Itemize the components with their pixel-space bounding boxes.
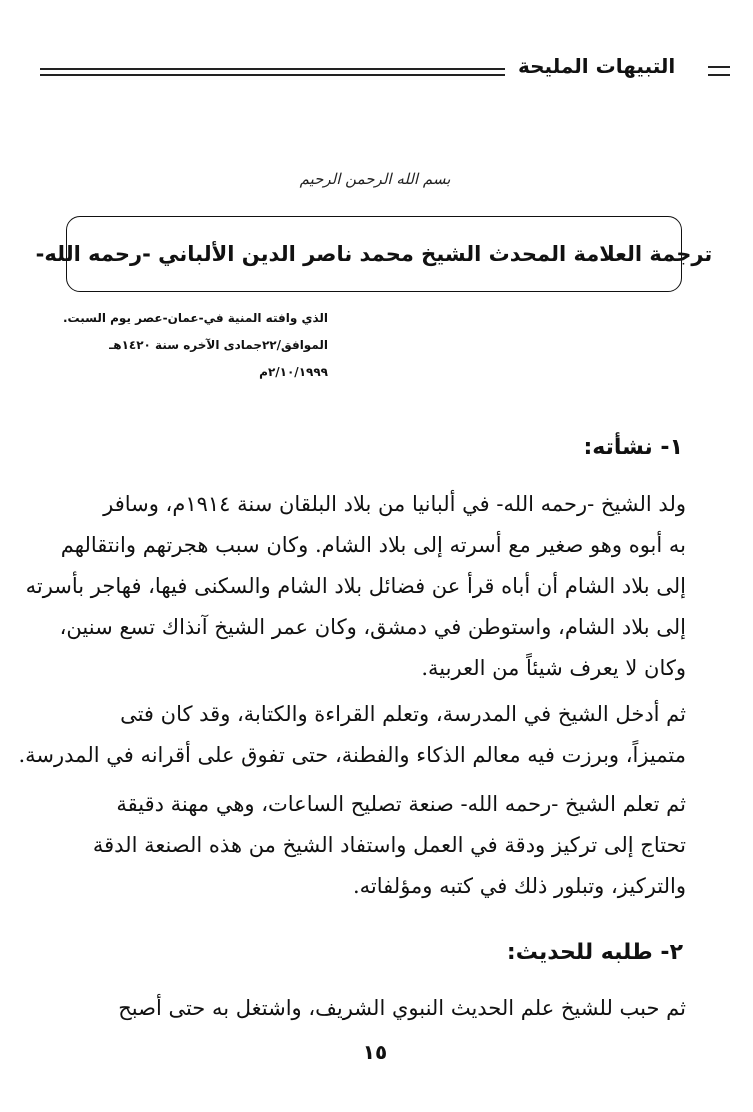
- text-line: متميزاً، وبرزت فيه معالم الذكاء والفطنة، حتى تفوق على أقرانه في المدرسة.: [18, 743, 686, 767]
- text-line: به أبوه وهو صغير مع أسرته إلى بلاد الشام. وكان سبب هجرتهم وانتقالهم: [60, 533, 686, 557]
- running-header: [40, 56, 730, 86]
- text-line: ولد الشيخ -رحمه الله- في ألبانيا من بلاد البلقان سنة ١٩١٤م، وسافر: [103, 492, 686, 516]
- title-box: [35, 216, 713, 292]
- death-info: [62, 305, 328, 386]
- paragraph: [25, 484, 686, 689]
- death-info-line: ٢/١٠/١٩٩٩م: [259, 365, 328, 379]
- text-line: والتركيز، وتبلور ذلك في كتبه ومؤلفاته.: [353, 874, 686, 898]
- basmala: بسم الله الرحمن الرحيم: [299, 170, 451, 188]
- section-heading: ٢- طلبه للحديث:: [506, 940, 683, 965]
- header-double-rule: [708, 66, 730, 76]
- text-line: إلى بلاد الشام أن أباه قرأ عن فضائل بلاد الشام والسكنى فيها، فهاجر بأسرته: [25, 574, 686, 598]
- text-line: ثم أدخل الشيخ في المدرسة، وتعلم القراءة والكتابة، وقد كان فتى: [120, 702, 686, 726]
- header-rule: [40, 74, 505, 76]
- running-header-title: التبيهات المليحة: [518, 54, 676, 78]
- text-line: تحتاج إلى تركيز ودقة في العمل واستفاد الشيخ من هذه الصنعة الدقة: [92, 833, 686, 857]
- paragraph: [68, 784, 686, 907]
- text-line: ثم تعلم الشيخ -رحمه الله- صنعة تصليح الساعات، وهي مهنة دقيقة: [116, 792, 686, 816]
- page-number: ١٥: [362, 1040, 388, 1064]
- text-line: إلى بلاد الشام، واستوطن في دمشق، وكان عمر الشيخ آنذاك تسع سنين،: [59, 615, 686, 639]
- paragraph: [68, 988, 686, 1029]
- paragraph: [18, 694, 686, 776]
- text-line: ثم حبب للشيخ علم الحديث النبوي الشريف، واشتغل به حتى أصبح: [118, 996, 686, 1020]
- section-heading: ١- نشأته:: [583, 435, 683, 460]
- death-info-line: الذي وافته المنية في-عمان-عصر يوم السبت.: [62, 311, 328, 325]
- header-rule: [40, 68, 505, 70]
- text-line: وكان لا يعرف شيئاً من العربية.: [421, 656, 686, 680]
- death-info-line: الموافق/٢٢جمادى الآخره سنة ١٤٢٠هـ: [109, 338, 328, 352]
- biography-title: ترجمة العلامة المحدث الشيخ محمد ناصر الدين الألباني -رحمه الله-: [35, 242, 713, 266]
